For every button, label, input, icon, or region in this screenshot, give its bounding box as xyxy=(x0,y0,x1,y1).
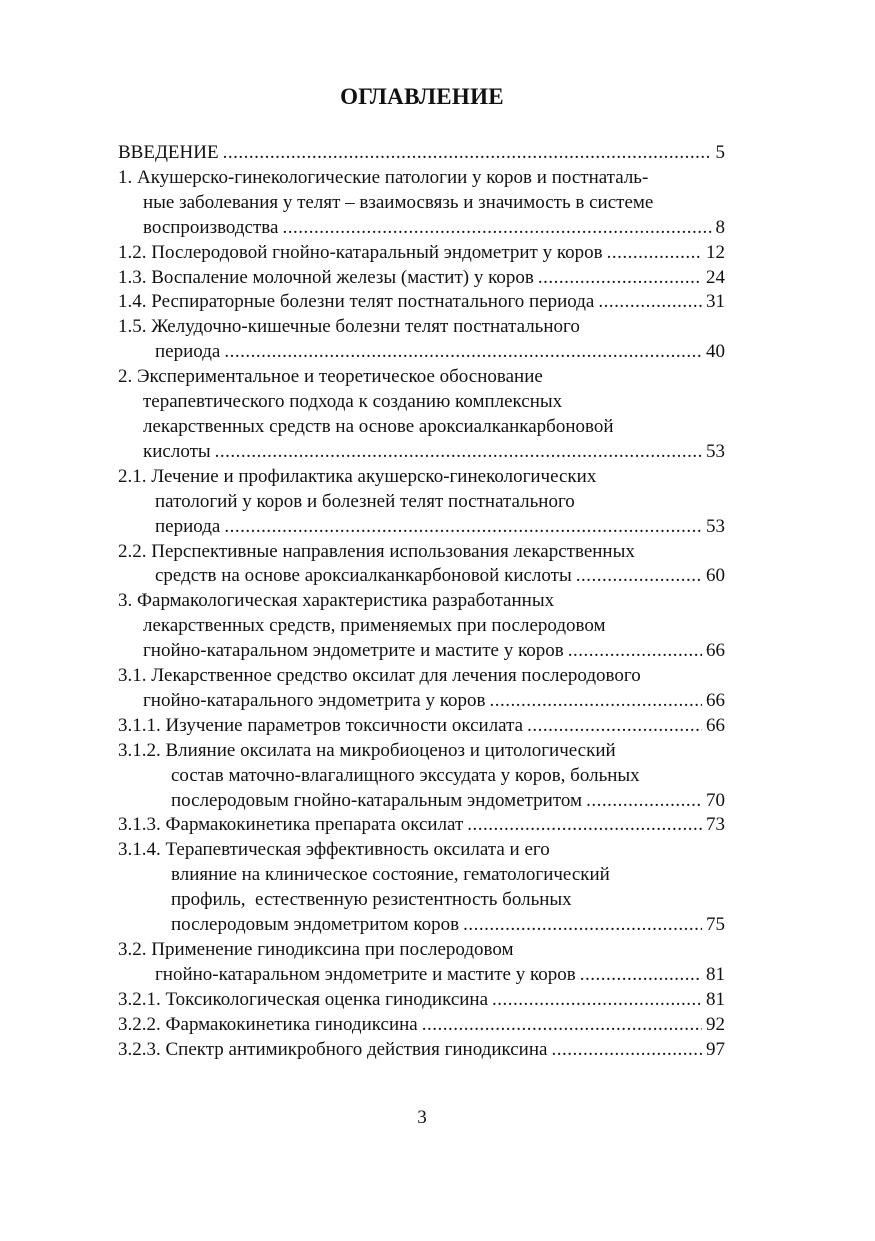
toc-entry-section-3-2[interactable] xyxy=(118,938,725,988)
toc-entry-title: 3.2. Применение гинодиксина при послеродовом xyxy=(118,939,514,960)
toc-entry-title: 2. Экспериментальное и теоретическое обоснование xyxy=(118,366,543,388)
toc-entry-title-continued: воспроизводства xyxy=(143,216,279,238)
toc-page-number: 73 xyxy=(706,814,725,836)
toc-leader-dots xyxy=(538,266,702,291)
toc-leader-dots xyxy=(215,440,702,465)
toc-page-number: 5 xyxy=(715,142,725,163)
toc-entry-title: 2.2. Перспективные направления использования лекарственных xyxy=(118,540,635,562)
toc-entry-title-continued: периода xyxy=(155,515,221,537)
toc-leader-dots xyxy=(586,789,702,814)
toc-leader-dots xyxy=(282,216,711,241)
toc-entry-title: 3.2.2. Фармакокинетика гинодиксина xyxy=(118,1013,418,1035)
toc-entry-introduction[interactable] xyxy=(118,141,725,166)
page-number: 3 xyxy=(417,1107,427,1128)
toc-entry-section-3-2-2[interactable] xyxy=(118,1013,725,1038)
toc-entry-title: 3.1.3. Фармакокинетика препарата оксилат xyxy=(118,814,464,836)
toc-entry-section-3-1-2[interactable] xyxy=(118,739,725,814)
toc-entry-title: 3.2.3. Спектр антимикробного действия гинодиксина xyxy=(118,1038,548,1060)
toc-entry-title-continued: гнойно-катаральном эндометрите и мастите у коров xyxy=(143,640,564,662)
toc-leader-dots xyxy=(568,639,702,664)
toc-page-number: 60 xyxy=(706,565,725,587)
toc-leader-dots xyxy=(467,813,702,838)
toc-entry-title: 1.3. Воспаление молочной железы (мастит) у коров xyxy=(118,266,534,288)
toc-leader-dots xyxy=(551,1038,702,1063)
toc-entry-section-2-2[interactable] xyxy=(118,540,725,590)
toc-entry-title-continued: гнойно-катарального эндометрита у коров xyxy=(143,689,486,711)
toc-entry-title: 1.2. Послеродовой гнойно-катаральный эндометрит у коров xyxy=(118,241,603,263)
toc-entry-title: 3.1.1. Изучение параметров токсичности оксилата xyxy=(118,714,524,736)
toc-entry-title: 3. Фармакологическая характеристика разработанных xyxy=(118,590,555,612)
toc-entry-title-continued: патологий у коров и болезней телят постнатального xyxy=(155,490,575,512)
toc-page-number: 97 xyxy=(706,1038,725,1060)
toc-entry-title-continued: гнойно-катаральном эндометрите и мастите у коров xyxy=(155,963,576,985)
toc-leader-dots xyxy=(527,714,702,739)
toc-entry-section-1-3[interactable] xyxy=(118,266,725,291)
toc-entry-title: 1.4. Респираторные болезни телят постнатального периода xyxy=(118,291,595,313)
toc-entry-title-continued: послеродовым гнойно-катаральным эндометритом xyxy=(171,789,583,811)
toc-page-number: 24 xyxy=(706,266,725,288)
table-of-contents xyxy=(118,141,725,1063)
toc-page-number: 12 xyxy=(706,241,725,263)
toc-leader-dots xyxy=(598,290,702,315)
toc-entry-title-continued: терапевтического подхода к созданию комплексных xyxy=(143,391,563,413)
toc-entry-title-continued: состав маточно-влагалищного экссудата у коров, больных xyxy=(171,764,640,786)
toc-page-number: 66 xyxy=(706,640,725,662)
toc-page-number: 31 xyxy=(706,291,725,313)
toc-entry-section-1[interactable] xyxy=(118,166,725,241)
toc-entry-section-2[interactable] xyxy=(118,365,725,465)
toc-entry-title: 3.2.1. Токсикологическая оценка гинодиксина xyxy=(118,988,489,1010)
toc-leader-dots xyxy=(576,564,702,589)
toc-entry-title-continued: влияние на клиническое состояние, гематологический xyxy=(171,864,610,886)
page-title: ОГЛАВЛЕНИЕ xyxy=(340,84,504,109)
toc-entry-title: 2.1. Лечение и профилактика акушерско-гинекологических xyxy=(118,465,597,487)
toc-page-number: 81 xyxy=(706,963,725,985)
toc-entry-title-continued: лекарственных средств на основе ароксиалканкарбоновой xyxy=(143,415,614,437)
toc-page-number: 70 xyxy=(706,789,725,811)
toc-page-number: 53 xyxy=(706,440,725,462)
toc-entry-section-2-1[interactable] xyxy=(118,465,725,540)
toc-entry-section-1-2[interactable] xyxy=(118,241,725,266)
toc-page-number: 40 xyxy=(706,341,725,363)
toc-page-number: 92 xyxy=(706,1013,725,1035)
toc-entry-section-3-1[interactable] xyxy=(118,664,725,714)
toc-entry-title-continued: периода xyxy=(155,341,221,363)
toc-leader-dots xyxy=(492,988,702,1013)
toc-leader-dots xyxy=(580,963,702,988)
toc-entry-section-3[interactable] xyxy=(118,589,725,664)
toc-entry-title-continued: послеродовым эндометритом коров xyxy=(171,914,460,936)
toc-entry-title-continued: профиль, естественную резистентность больных xyxy=(171,889,572,911)
toc-leader-dots xyxy=(422,1013,702,1038)
toc-entry-title: 3.1. Лекарственное средство оксилат для лечения послеродового xyxy=(118,665,641,687)
toc-leader-dots xyxy=(463,913,702,938)
toc-leader-dots xyxy=(224,340,702,365)
toc-entry-section-1-5[interactable] xyxy=(118,315,725,365)
toc-entry-section-3-1-1[interactable] xyxy=(118,714,725,739)
toc-entry-section-1-4[interactable] xyxy=(118,290,725,315)
toc-page-number: 8 xyxy=(715,216,725,238)
toc-page-number: 53 xyxy=(706,515,725,537)
toc-entry-title-continued: средств на основе ароксиалканкарбоновой кислоты xyxy=(155,565,572,587)
toc-leader-dots xyxy=(223,141,712,166)
toc-page-number: 75 xyxy=(706,914,725,936)
toc-page-number: 81 xyxy=(706,988,725,1010)
toc-entry-title: 1. Акушерско-гинекологические патологии у коров и постнаталь- xyxy=(118,166,649,188)
toc-entry-section-3-1-3[interactable] xyxy=(118,813,725,838)
toc-entry-title-continued: кислоты xyxy=(143,440,211,462)
toc-entry-section-3-2-1[interactable] xyxy=(118,988,725,1013)
toc-entry-title: 3.1.4. Терапевтическая эффективность оксилата и его xyxy=(118,839,550,861)
toc-entry-title: 3.1.2. Влияние оксилата на микробиоценоз и цитологический xyxy=(118,739,616,761)
toc-leader-dots xyxy=(224,515,702,540)
toc-leader-dots xyxy=(489,689,702,714)
toc-page-number: 66 xyxy=(706,689,725,711)
toc-page-number: 66 xyxy=(706,714,725,736)
toc-entry-title: 1.5. Желудочно-кишечные болезни телят постнатального xyxy=(118,316,580,338)
toc-entry-title-continued: ные заболевания у телят – взаимосвязь и значимость в системе xyxy=(143,191,654,213)
toc-entry-section-3-1-4[interactable] xyxy=(118,838,725,938)
toc-entry-title-continued: лекарственных средств, применяемых при послеродовом xyxy=(143,615,606,637)
toc-entry-title: ВВЕДЕНИЕ xyxy=(118,142,219,163)
toc-leader-dots xyxy=(607,241,702,266)
toc-entry-section-3-2-3[interactable] xyxy=(118,1038,725,1063)
